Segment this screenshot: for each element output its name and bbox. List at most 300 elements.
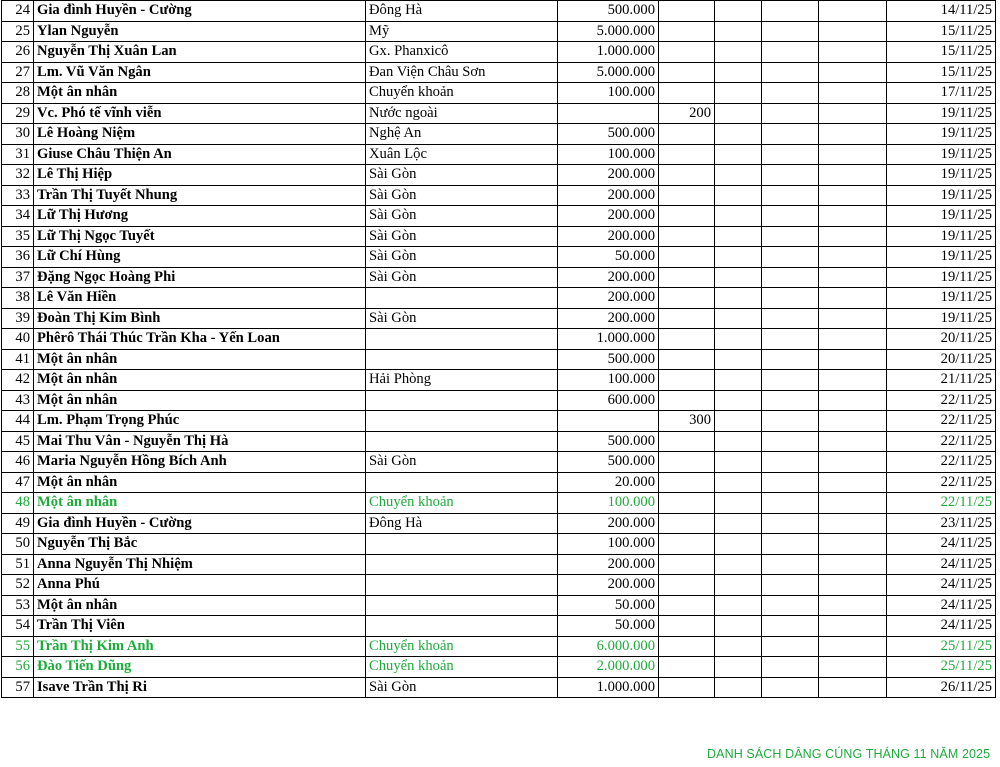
- table-row: [2, 1, 996, 22]
- amount-foreign: [659, 83, 715, 104]
- empty-cell: [715, 554, 762, 575]
- table-row: [2, 329, 996, 350]
- empty-cell: [762, 247, 819, 268]
- table-row: [2, 308, 996, 329]
- amount-vnd: 200.000: [558, 554, 659, 575]
- amount-foreign: [659, 370, 715, 391]
- empty-cell: [819, 513, 887, 534]
- empty-cell: [715, 677, 762, 698]
- empty-cell: [819, 247, 887, 268]
- row-number: 55: [2, 636, 34, 657]
- donation-date: 20/11/25: [887, 349, 996, 370]
- amount-foreign: [659, 267, 715, 288]
- donation-date: 19/11/25: [887, 144, 996, 165]
- donation-date: 22/11/25: [887, 390, 996, 411]
- row-number: 35: [2, 226, 34, 247]
- amount-vnd: 100.000: [558, 83, 659, 104]
- empty-cell: [715, 124, 762, 145]
- amount-vnd: 500.000: [558, 431, 659, 452]
- table-row: [2, 165, 996, 186]
- table-row: [2, 616, 996, 637]
- empty-cell: [762, 267, 819, 288]
- empty-cell: [715, 513, 762, 534]
- donation-rows: [2, 1, 996, 698]
- donor-location: Chuyển khoản: [366, 657, 558, 678]
- amount-vnd: 100.000: [558, 144, 659, 165]
- table-row: [2, 493, 996, 514]
- donor-location: Sài Gòn: [366, 165, 558, 186]
- empty-cell: [762, 349, 819, 370]
- donor-name: Phêrô Thái Thúc Trần Kha - Yến Loan: [34, 329, 366, 350]
- donation-date: 21/11/25: [887, 370, 996, 391]
- donor-name: Gia đình Huyền - Cường: [34, 513, 366, 534]
- empty-cell: [819, 534, 887, 555]
- donor-name: Giuse Châu Thiện An: [34, 144, 366, 165]
- row-number: 54: [2, 616, 34, 637]
- empty-cell: [819, 21, 887, 42]
- amount-foreign: [659, 308, 715, 329]
- amount-vnd: 200.000: [558, 206, 659, 227]
- empty-cell: [819, 595, 887, 616]
- table-row: [2, 370, 996, 391]
- amount-vnd: 200.000: [558, 575, 659, 596]
- empty-cell: [715, 103, 762, 124]
- empty-cell: [715, 21, 762, 42]
- table-row: [2, 206, 996, 227]
- empty-cell: [715, 247, 762, 268]
- table-row: [2, 472, 996, 493]
- empty-cell: [819, 308, 887, 329]
- amount-foreign: [659, 329, 715, 350]
- row-number: 31: [2, 144, 34, 165]
- donor-name: Mai Thu Vân - Nguyễn Thị Hà: [34, 431, 366, 452]
- donor-name: Đào Tiến Dũng: [34, 657, 366, 678]
- row-number: 41: [2, 349, 34, 370]
- empty-cell: [819, 677, 887, 698]
- row-number: 50: [2, 534, 34, 555]
- empty-cell: [762, 575, 819, 596]
- table-row: [2, 677, 996, 698]
- empty-cell: [715, 267, 762, 288]
- empty-cell: [819, 165, 887, 186]
- donor-location: [366, 390, 558, 411]
- table-row: [2, 595, 996, 616]
- empty-cell: [819, 267, 887, 288]
- empty-cell: [715, 472, 762, 493]
- empty-cell: [819, 83, 887, 104]
- donor-location: [366, 288, 558, 309]
- empty-cell: [762, 595, 819, 616]
- amount-foreign: [659, 288, 715, 309]
- row-number: 32: [2, 165, 34, 186]
- empty-cell: [819, 472, 887, 493]
- donor-name: Lữ Thị Hương: [34, 206, 366, 227]
- donor-location: Sài Gòn: [366, 185, 558, 206]
- amount-foreign: [659, 554, 715, 575]
- amount-foreign: [659, 21, 715, 42]
- donation-date: 19/11/25: [887, 185, 996, 206]
- row-number: 49: [2, 513, 34, 534]
- row-number: 51: [2, 554, 34, 575]
- table-row: [2, 657, 996, 678]
- empty-cell: [762, 616, 819, 637]
- empty-cell: [715, 575, 762, 596]
- empty-cell: [715, 657, 762, 678]
- donor-name: Lữ Thị Ngọc Tuyết: [34, 226, 366, 247]
- empty-cell: [819, 554, 887, 575]
- table-row: [2, 62, 996, 83]
- donor-location: Sài Gòn: [366, 452, 558, 473]
- donor-location: [366, 329, 558, 350]
- donation-date: 22/11/25: [887, 431, 996, 452]
- amount-vnd: 200.000: [558, 226, 659, 247]
- donation-date: 19/11/25: [887, 267, 996, 288]
- amount-vnd: 200.000: [558, 288, 659, 309]
- donation-date: 20/11/25: [887, 329, 996, 350]
- donor-location: [366, 472, 558, 493]
- donation-date: 24/11/25: [887, 575, 996, 596]
- empty-cell: [715, 288, 762, 309]
- donation-date: 24/11/25: [887, 616, 996, 637]
- table-row: [2, 513, 996, 534]
- donation-date: 24/11/25: [887, 554, 996, 575]
- donation-date: 22/11/25: [887, 493, 996, 514]
- donor-location: [366, 595, 558, 616]
- donation-date: 25/11/25: [887, 636, 996, 657]
- empty-cell: [819, 1, 887, 22]
- empty-cell: [819, 288, 887, 309]
- amount-vnd: 2.000.000: [558, 657, 659, 678]
- amount-foreign: [659, 431, 715, 452]
- donor-name: Đoàn Thị Kim Bình: [34, 308, 366, 329]
- row-number: 39: [2, 308, 34, 329]
- row-number: 26: [2, 42, 34, 63]
- empty-cell: [819, 390, 887, 411]
- amount-vnd: 200.000: [558, 513, 659, 534]
- empty-cell: [762, 390, 819, 411]
- donor-location: Nghệ An: [366, 124, 558, 145]
- donation-date: 14/11/25: [887, 1, 996, 22]
- table-row: [2, 226, 996, 247]
- amount-foreign: [659, 472, 715, 493]
- donor-location: Sài Gòn: [366, 247, 558, 268]
- table-row: [2, 636, 996, 657]
- amount-foreign: [659, 42, 715, 63]
- empty-cell: [819, 493, 887, 514]
- donor-name: Một ân nhân: [34, 390, 366, 411]
- empty-cell: [819, 616, 887, 637]
- footer-title: DANH SÁCH DÂNG CÚNG THÁNG 11 NĂM 2025: [707, 747, 991, 761]
- empty-cell: [715, 390, 762, 411]
- donation-date: 22/11/25: [887, 472, 996, 493]
- amount-foreign: [659, 636, 715, 657]
- donor-location: Gx. Phanxicô: [366, 42, 558, 63]
- amount-foreign: [659, 575, 715, 596]
- donation-date: 24/11/25: [887, 534, 996, 555]
- amount-vnd: 20.000: [558, 472, 659, 493]
- amount-vnd: 200.000: [558, 267, 659, 288]
- empty-cell: [762, 226, 819, 247]
- row-number: 34: [2, 206, 34, 227]
- empty-cell: [762, 534, 819, 555]
- donor-location: [366, 554, 558, 575]
- row-number: 37: [2, 267, 34, 288]
- donor-name: Lm. Vũ Văn Ngân: [34, 62, 366, 83]
- donation-table: [1, 0, 996, 698]
- donor-location: Mỹ: [366, 21, 558, 42]
- donation-date: 22/11/25: [887, 452, 996, 473]
- amount-vnd: 50.000: [558, 595, 659, 616]
- donor-location: Hải Phòng: [366, 370, 558, 391]
- amount-vnd: 50.000: [558, 616, 659, 637]
- row-number: 43: [2, 390, 34, 411]
- amount-vnd: 500.000: [558, 349, 659, 370]
- empty-cell: [762, 411, 819, 432]
- donation-date: 22/11/25: [887, 411, 996, 432]
- row-number: 40: [2, 329, 34, 350]
- donor-name: Một ân nhân: [34, 472, 366, 493]
- donor-name: Đặng Ngọc Hoàng Phi: [34, 267, 366, 288]
- amount-vnd: 1.000.000: [558, 329, 659, 350]
- amount-vnd: 500.000: [558, 124, 659, 145]
- donor-name: Gia đình Huyền - Cường: [34, 1, 366, 22]
- donor-location: Sài Gòn: [366, 226, 558, 247]
- row-number: 46: [2, 452, 34, 473]
- empty-cell: [762, 165, 819, 186]
- donor-name: Vc. Phó tế vĩnh viễn: [34, 103, 366, 124]
- empty-cell: [762, 83, 819, 104]
- donor-name: Lê Thị Hiệp: [34, 165, 366, 186]
- empty-cell: [715, 452, 762, 473]
- amount-vnd: 100.000: [558, 493, 659, 514]
- empty-cell: [819, 370, 887, 391]
- amount-vnd: 200.000: [558, 308, 659, 329]
- row-number: 45: [2, 431, 34, 452]
- amount-vnd: 200.000: [558, 185, 659, 206]
- donor-location: Sài Gòn: [366, 206, 558, 227]
- empty-cell: [715, 206, 762, 227]
- table-row: [2, 288, 996, 309]
- donation-date: 19/11/25: [887, 165, 996, 186]
- donor-name: Trần Thị Kim Anh: [34, 636, 366, 657]
- amount-foreign: [659, 595, 715, 616]
- donor-location: Đông Hà: [366, 1, 558, 22]
- donor-name: Lê Hoàng Niệm: [34, 124, 366, 145]
- empty-cell: [819, 206, 887, 227]
- table-row: [2, 554, 996, 575]
- amount-foreign: [659, 534, 715, 555]
- row-number: 24: [2, 1, 34, 22]
- row-number: 48: [2, 493, 34, 514]
- empty-cell: [819, 62, 887, 83]
- empty-cell: [715, 185, 762, 206]
- amount-foreign: [659, 62, 715, 83]
- donor-location: Chuyển khoản: [366, 636, 558, 657]
- empty-cell: [819, 657, 887, 678]
- table-row: [2, 103, 996, 124]
- empty-cell: [819, 103, 887, 124]
- donor-name: Lữ Chí Hùng: [34, 247, 366, 268]
- empty-cell: [715, 165, 762, 186]
- empty-cell: [819, 124, 887, 145]
- amount-vnd: 600.000: [558, 390, 659, 411]
- empty-cell: [715, 595, 762, 616]
- donation-date: 15/11/25: [887, 42, 996, 63]
- amount-foreign: [659, 513, 715, 534]
- donor-location: Sài Gòn: [366, 677, 558, 698]
- empty-cell: [819, 144, 887, 165]
- empty-cell: [762, 472, 819, 493]
- donor-name: Một ân nhân: [34, 595, 366, 616]
- donation-date: 17/11/25: [887, 83, 996, 104]
- row-number: 30: [2, 124, 34, 145]
- empty-cell: [762, 493, 819, 514]
- empty-cell: [715, 370, 762, 391]
- row-number: 52: [2, 575, 34, 596]
- empty-cell: [762, 677, 819, 698]
- row-number: 42: [2, 370, 34, 391]
- donor-name: Isave Trần Thị Ri: [34, 677, 366, 698]
- donor-name: Nguyễn Thị Xuân Lan: [34, 42, 366, 63]
- amount-foreign: [659, 165, 715, 186]
- empty-cell: [762, 452, 819, 473]
- amount-vnd: 100.000: [558, 370, 659, 391]
- amount-foreign: [659, 247, 715, 268]
- donor-location: Đan Viện Châu Sơn: [366, 62, 558, 83]
- donor-location: [366, 431, 558, 452]
- empty-cell: [762, 1, 819, 22]
- empty-cell: [715, 493, 762, 514]
- donation-date: 15/11/25: [887, 21, 996, 42]
- amount-foreign: [659, 1, 715, 22]
- amount-vnd: 50.000: [558, 247, 659, 268]
- amount-vnd: 5.000.000: [558, 62, 659, 83]
- amount-vnd: 1.000.000: [558, 42, 659, 63]
- empty-cell: [762, 42, 819, 63]
- table-row: [2, 267, 996, 288]
- amount-foreign: [659, 390, 715, 411]
- row-number: 47: [2, 472, 34, 493]
- amount-vnd: [558, 411, 659, 432]
- table-row: [2, 42, 996, 63]
- empty-cell: [762, 329, 819, 350]
- row-number: 27: [2, 62, 34, 83]
- row-number: 25: [2, 21, 34, 42]
- table-row: [2, 185, 996, 206]
- amount-foreign: [659, 349, 715, 370]
- donor-name: Một ân nhân: [34, 493, 366, 514]
- row-number: 56: [2, 657, 34, 678]
- donation-date: 19/11/25: [887, 226, 996, 247]
- amount-vnd: [558, 103, 659, 124]
- donor-name: Maria Nguyễn Hồng Bích Anh: [34, 452, 366, 473]
- empty-cell: [762, 21, 819, 42]
- amount-foreign: [659, 206, 715, 227]
- donor-location: Sài Gòn: [366, 267, 558, 288]
- row-number: 38: [2, 288, 34, 309]
- amount-foreign: [659, 452, 715, 473]
- empty-cell: [715, 636, 762, 657]
- donor-location: Chuyển khoản: [366, 83, 558, 104]
- empty-cell: [819, 42, 887, 63]
- empty-cell: [762, 308, 819, 329]
- amount-vnd: 5.000.000: [558, 21, 659, 42]
- empty-cell: [715, 411, 762, 432]
- empty-cell: [715, 144, 762, 165]
- empty-cell: [715, 308, 762, 329]
- empty-cell: [715, 42, 762, 63]
- empty-cell: [819, 636, 887, 657]
- donation-date: 23/11/25: [887, 513, 996, 534]
- table-row: [2, 349, 996, 370]
- amount-foreign: [659, 657, 715, 678]
- donation-date: 19/11/25: [887, 103, 996, 124]
- empty-cell: [715, 534, 762, 555]
- amount-vnd: 1.000.000: [558, 677, 659, 698]
- table-row: [2, 21, 996, 42]
- donor-location: [366, 349, 558, 370]
- empty-cell: [819, 226, 887, 247]
- donor-name: Trần Thị Tuyết Nhung: [34, 185, 366, 206]
- amount-vnd: 200.000: [558, 165, 659, 186]
- donor-name: Anna Phú: [34, 575, 366, 596]
- empty-cell: [715, 62, 762, 83]
- empty-cell: [819, 329, 887, 350]
- donor-location: Xuân Lộc: [366, 144, 558, 165]
- empty-cell: [715, 329, 762, 350]
- amount-foreign: [659, 124, 715, 145]
- table-row: [2, 575, 996, 596]
- donation-date: 24/11/25: [887, 595, 996, 616]
- table-row: [2, 390, 996, 411]
- amount-vnd: 500.000: [558, 1, 659, 22]
- donation-date: 26/11/25: [887, 677, 996, 698]
- empty-cell: [715, 616, 762, 637]
- amount-foreign: [659, 616, 715, 637]
- row-number: 57: [2, 677, 34, 698]
- row-number: 36: [2, 247, 34, 268]
- table-row: [2, 144, 996, 165]
- empty-cell: [715, 1, 762, 22]
- empty-cell: [762, 288, 819, 309]
- empty-cell: [819, 575, 887, 596]
- donor-location: [366, 575, 558, 596]
- empty-cell: [762, 185, 819, 206]
- table-row: [2, 431, 996, 452]
- donation-date: 25/11/25: [887, 657, 996, 678]
- amount-vnd: 6.000.000: [558, 636, 659, 657]
- amount-foreign: 300: [659, 411, 715, 432]
- donor-name: Anna Nguyễn Thị Nhiệm: [34, 554, 366, 575]
- donation-date: 19/11/25: [887, 206, 996, 227]
- amount-foreign: [659, 144, 715, 165]
- donor-name: Ylan Nguyễn: [34, 21, 366, 42]
- donor-name: Lê Văn Hiền: [34, 288, 366, 309]
- donor-location: Chuyển khoản: [366, 493, 558, 514]
- empty-cell: [715, 83, 762, 104]
- row-number: 44: [2, 411, 34, 432]
- amount-foreign: [659, 226, 715, 247]
- empty-cell: [762, 554, 819, 575]
- table-row: [2, 452, 996, 473]
- amount-vnd: 500.000: [558, 452, 659, 473]
- empty-cell: [819, 452, 887, 473]
- empty-cell: [819, 185, 887, 206]
- table-row: [2, 411, 996, 432]
- empty-cell: [762, 370, 819, 391]
- empty-cell: [762, 62, 819, 83]
- donation-date: 19/11/25: [887, 308, 996, 329]
